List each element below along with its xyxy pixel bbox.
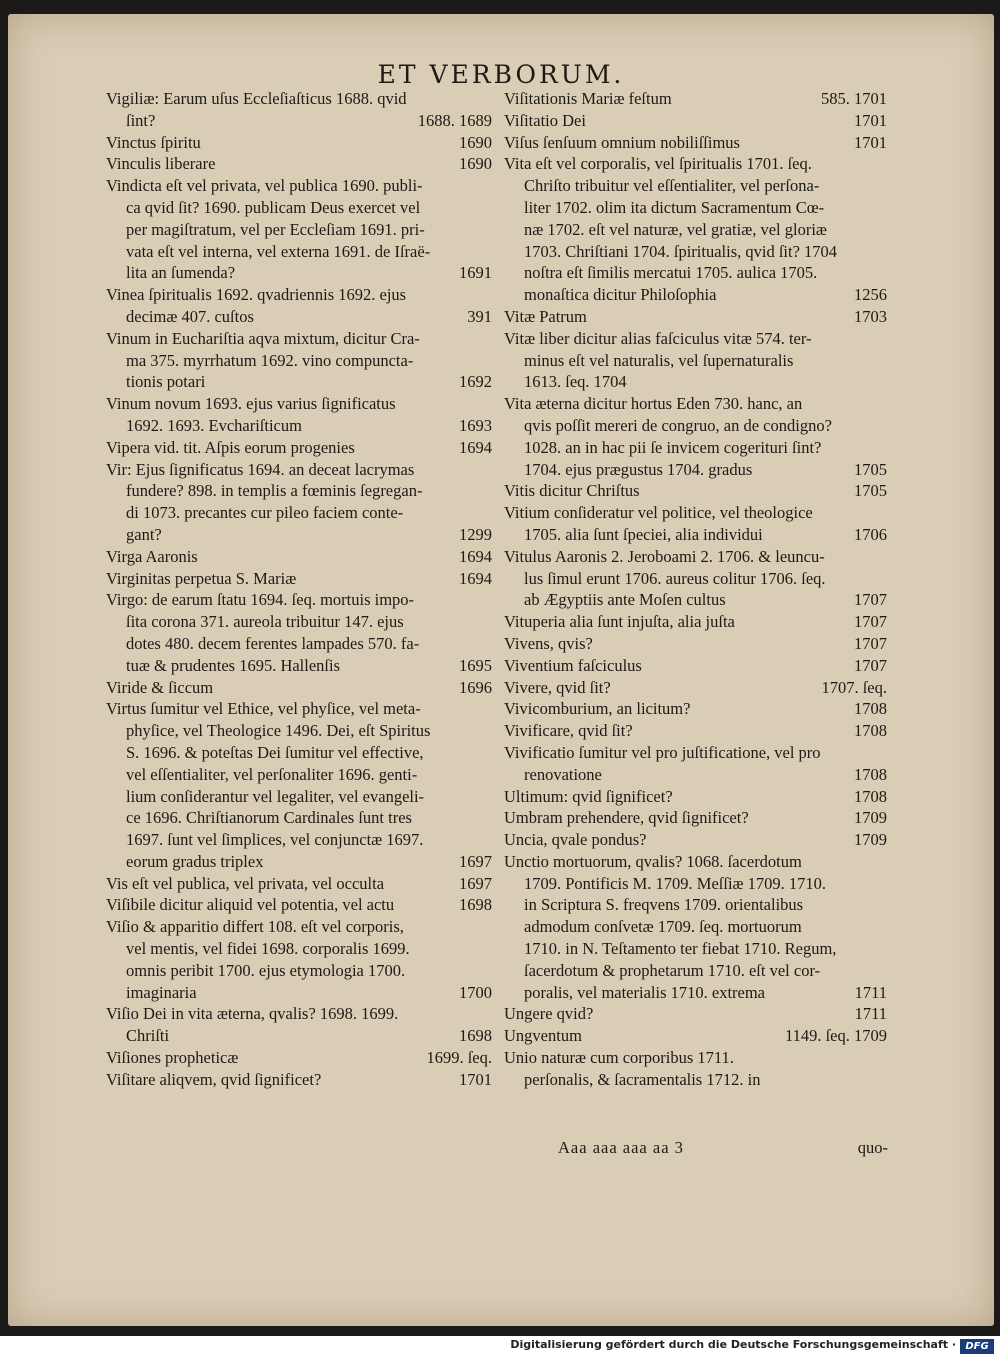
index-entry-line bbox=[106, 938, 492, 960]
page-reference: 1688. 1689 bbox=[417, 110, 492, 130]
entry-text: ſacerdotum & prophetarum 1710. eſt vel cor- bbox=[524, 960, 821, 980]
entry-text: Uncia, qvale pondus? bbox=[504, 830, 647, 850]
index-entry-line bbox=[504, 1025, 887, 1047]
page-reference: 1709 bbox=[854, 808, 887, 828]
entry-text: Virtus ſumitur vel Ethice, vel phyſice, vel meta- bbox=[106, 699, 421, 719]
entry-text: ca qvid ſit? 1690. publicam Deus exercet vel bbox=[126, 197, 421, 217]
page-reference: 1696 bbox=[459, 677, 492, 697]
entry-text: Viſio & apparitio differt 108. eſt vel corporis, bbox=[106, 917, 404, 937]
index-entry-line bbox=[504, 720, 887, 742]
index-entry-line bbox=[504, 829, 887, 851]
index-entry-line bbox=[504, 437, 887, 459]
page-reference: 1692 bbox=[459, 372, 492, 392]
entry-text: renovatione bbox=[524, 764, 602, 784]
index-entry-line bbox=[106, 502, 492, 524]
page-reference: 1711 bbox=[854, 1004, 887, 1024]
entry-text: ſita corona 371. aureola tribuitur 147. ejus bbox=[126, 612, 404, 632]
entry-text: gant? bbox=[126, 524, 162, 544]
entry-text: Viventium faſciculus bbox=[504, 655, 642, 675]
entry-text: 1710. in N. Teſtamento ter fiebat 1710. Regum, bbox=[524, 939, 837, 959]
entry-text: 1692. 1693. Evchariſticum bbox=[126, 415, 302, 435]
entry-text: Unctio mortuorum, qvalis? 1068. ſacerdotum bbox=[504, 851, 802, 871]
entry-text: Ungventum bbox=[504, 1026, 582, 1046]
index-entry-line bbox=[504, 698, 887, 720]
page-reference: 1707 bbox=[854, 612, 887, 632]
index-entry-line bbox=[106, 480, 492, 502]
index-entry-line bbox=[106, 110, 492, 132]
entry-text: Unio naturæ cum corporibus 1711. bbox=[504, 1048, 734, 1068]
entry-text: vel eſſentialiter, vel perſonaliter 1696. genti- bbox=[126, 764, 418, 784]
index-entry-line bbox=[106, 175, 492, 197]
entry-text: Ungere qvid? bbox=[504, 1004, 594, 1024]
entry-text: Viſibile dicitur aliquid vel potentia, vel actu bbox=[106, 895, 395, 915]
index-entry-line bbox=[106, 546, 492, 568]
entry-text: Vinctus ſpiritu bbox=[106, 132, 201, 152]
page-reference: 1698 bbox=[459, 895, 492, 915]
entry-text: admodum conſvetæ 1709. ſeq. mortuorum bbox=[524, 917, 802, 937]
index-entry-line bbox=[106, 611, 492, 633]
index-entry-line bbox=[106, 88, 492, 110]
index-entry-line bbox=[504, 241, 887, 263]
index-entry-line bbox=[106, 284, 492, 306]
entry-text: Vitæ liber dicitur alias faſciculus vitæ 574. ter- bbox=[504, 328, 812, 348]
index-entry-line bbox=[106, 1069, 492, 1091]
page-reference: 1699. ſeq. bbox=[426, 1048, 492, 1068]
index-entry-line bbox=[504, 546, 887, 568]
index-entry-line bbox=[504, 371, 887, 393]
entry-text: Vis eſt vel publica, vel privata, vel occulta bbox=[106, 873, 385, 893]
entry-text: Vitis dicitur Chriſtus bbox=[504, 481, 640, 501]
index-entry-line bbox=[106, 764, 492, 786]
entry-text: ſint? bbox=[126, 110, 156, 130]
entry-text: omnis peribit 1700. ejus etymologia 1700. bbox=[126, 960, 406, 980]
index-entry-line bbox=[504, 88, 887, 110]
index-entry-line bbox=[106, 197, 492, 219]
index-entry-line bbox=[504, 568, 887, 590]
entry-text: lita an ſumenda? bbox=[126, 263, 236, 283]
index-entry-line bbox=[504, 960, 887, 982]
index-entry-line bbox=[106, 720, 492, 742]
entry-text: vata eſt vel interna, vel externa 1691. de Iſraë- bbox=[126, 241, 431, 261]
page-reference: 1705 bbox=[854, 459, 887, 479]
index-entry-line bbox=[106, 829, 492, 851]
entry-text: Vituperia alia ſunt injuſta, alia juſta bbox=[504, 612, 735, 632]
index-entry-line bbox=[504, 786, 887, 808]
entry-text: tionis potari bbox=[126, 372, 206, 392]
index-entry-line bbox=[106, 568, 492, 590]
page-reference: 1707 bbox=[854, 590, 887, 610]
page-reference: 1707 bbox=[854, 633, 887, 653]
entry-text: 1697. ſunt vel ſimplices, vel conjunctæ 1697. bbox=[126, 830, 424, 850]
entry-text: Vivere, qvid ſit? bbox=[504, 677, 611, 697]
page-reference: 1697 bbox=[459, 873, 492, 893]
entry-text: Viſio Dei in vita æterna, qvalis? 1698. 1699. bbox=[106, 1004, 399, 1024]
page-reference: 1694 bbox=[459, 568, 492, 588]
index-entry-line bbox=[504, 350, 887, 372]
index-entry-line bbox=[106, 1047, 492, 1069]
page-reference: 1694 bbox=[459, 437, 492, 457]
index-entry-line bbox=[504, 807, 887, 829]
index-entry-line bbox=[504, 1003, 887, 1025]
page-reference: 1693 bbox=[459, 415, 492, 435]
index-entry-line bbox=[504, 132, 887, 154]
page-reference: 391 bbox=[467, 306, 492, 326]
running-header: ET VERBORUM. bbox=[377, 60, 625, 89]
index-entry-line bbox=[504, 982, 887, 1004]
page-reference: 585. 1701 bbox=[821, 89, 887, 108]
index-entry-line bbox=[504, 742, 887, 764]
entry-text: 1705. alia ſunt ſpeciei, alia individui bbox=[524, 524, 763, 544]
entry-text: 1028. an in hac pii ſe invicem cogerituri ſint? bbox=[524, 437, 822, 457]
index-entry-line bbox=[504, 633, 887, 655]
entry-text: eorum gradus triplex bbox=[126, 851, 264, 871]
index-entry-line bbox=[504, 110, 887, 132]
index-entry-line bbox=[106, 807, 492, 829]
entry-text: noſtra eſt ſimilis mercatui 1705. aulica 1705. bbox=[524, 263, 818, 283]
page-reference: 1690 bbox=[459, 132, 492, 152]
entry-text: 1704. ejus prægustus 1704. gradus bbox=[524, 459, 753, 479]
catchword: quo- bbox=[857, 1138, 888, 1157]
index-entry-line bbox=[504, 524, 887, 546]
catchline bbox=[558, 1138, 888, 1160]
index-entry-line bbox=[106, 851, 492, 873]
index-entry-line bbox=[106, 306, 492, 328]
page-reference: 1690 bbox=[459, 154, 492, 174]
page-reference: 1701 bbox=[854, 132, 887, 152]
index-entry-line bbox=[106, 350, 492, 372]
page-reference: 1694 bbox=[459, 546, 492, 566]
footer-credit: Digitalisierung gefördert durch die Deutsche Forschungsgemeinschaft · bbox=[510, 1338, 956, 1351]
index-entry-line bbox=[504, 894, 887, 916]
page-reference: 1701 bbox=[459, 1069, 492, 1089]
entry-text: Vir: Ejus ſignificatus 1694. an deceat lacrymas bbox=[106, 459, 415, 479]
index-entry-line bbox=[504, 262, 887, 284]
entry-text: liter 1702. olim ita dictum Sacramentum Cœ- bbox=[524, 197, 825, 217]
index-entry-line bbox=[504, 219, 887, 241]
entry-text: 1703. Chriſtiani 1704. ſpiritualis, qvid ſit? 1704 bbox=[524, 241, 838, 261]
entry-text: Vita æterna dicitur hortus Eden 730. hanc, an bbox=[504, 394, 803, 414]
entry-text: Virgo: de earum ſtatu 1694. ſeq. mortuis impo- bbox=[106, 590, 415, 610]
index-entry-line bbox=[504, 415, 887, 437]
entry-text: vel mentis, vel fidei 1698. corporalis 1699. bbox=[126, 939, 410, 959]
index-entry-line bbox=[106, 132, 492, 154]
entry-text: imaginaria bbox=[126, 982, 197, 1002]
entry-text: Vitæ Patrum bbox=[504, 306, 587, 326]
page-reference: 1700 bbox=[459, 982, 492, 1002]
index-entry-line bbox=[106, 589, 492, 611]
index-entry-line bbox=[106, 415, 492, 437]
index-entry-line bbox=[504, 480, 887, 502]
entry-text: Vivens, qvis? bbox=[504, 633, 593, 653]
entry-text: Viſitare aliqvem, qvid ſignificet? bbox=[106, 1069, 322, 1089]
entry-text: Vivificare, qvid ſit? bbox=[504, 721, 633, 741]
index-entry-line bbox=[504, 306, 887, 328]
index-entry-line bbox=[504, 175, 887, 197]
entry-text: lium conſiderantur vel legaliter, vel evangeli- bbox=[126, 786, 425, 806]
index-entry-line bbox=[106, 219, 492, 241]
signature-mark: Aaa aaa aaa aa 3 bbox=[558, 1138, 684, 1157]
entry-text: Chriſto tribuitur vel eſſentialiter, vel perſona- bbox=[524, 176, 820, 196]
entry-text: Vindicta eſt vel privata, vel publica 1690. publi- bbox=[106, 176, 423, 196]
entry-text: decimæ 407. cuſtos bbox=[126, 306, 254, 326]
page-reference: 1711 bbox=[854, 982, 887, 1002]
entry-text: perſonalis, & ſacramentalis 1712. in bbox=[524, 1069, 761, 1089]
index-entry-line bbox=[106, 873, 492, 895]
index-entry-line bbox=[106, 982, 492, 1004]
entry-text: lus ſimul erunt 1706. aureus colitur 1706. ſeq. bbox=[524, 568, 826, 588]
index-entry-line bbox=[106, 786, 492, 808]
entry-text: per magiſtratum, vel per Eccleſiam 1691. pri- bbox=[126, 219, 425, 239]
index-entry-line bbox=[106, 459, 492, 481]
index-entry-line bbox=[504, 153, 887, 175]
index-entry-line bbox=[106, 677, 492, 699]
index-entry-line bbox=[106, 894, 492, 916]
entry-text: monaſtica dicitur Philoſophia bbox=[524, 285, 717, 305]
page-reference: 1707. ſeq. bbox=[821, 677, 887, 697]
page-reference: 1708 bbox=[854, 764, 887, 784]
entry-text: ce 1696. Chriſtianorum Cardinales ſunt tres bbox=[126, 808, 412, 828]
entry-text: Viſitatio Dei bbox=[504, 110, 586, 130]
index-entry-line bbox=[106, 960, 492, 982]
entry-text: Viſitationis Mariæ feſtum bbox=[504, 89, 672, 108]
entry-text: ma 375. myrrhatum 1692. vino compuncta- bbox=[126, 350, 414, 370]
page-reference: 1149. ſeq. 1709 bbox=[784, 1026, 887, 1046]
page-reference: 1256 bbox=[854, 285, 887, 305]
index-entry-line bbox=[106, 742, 492, 764]
entry-text: Ultimum: qvid ſignificet? bbox=[504, 786, 673, 806]
entry-text: Viſus ſenſuum omnium nobiliſſimus bbox=[504, 132, 740, 152]
page-reference: 1703 bbox=[854, 306, 887, 326]
entry-text: Vinum in Euchariſtia aqva mixtum, dicitur Cra- bbox=[106, 328, 420, 348]
index-entry-line bbox=[106, 524, 492, 546]
index-entry-line bbox=[106, 633, 492, 655]
index-entry-line bbox=[504, 764, 887, 786]
entry-text: in Scriptura S. freqvens 1709. orientalibus bbox=[524, 895, 804, 915]
index-entry-line bbox=[106, 328, 492, 350]
entry-text: Viſiones propheticæ bbox=[106, 1048, 239, 1068]
entry-text: phyſice, vel Theologice 1496. Dei, eſt Spiritus bbox=[126, 721, 431, 741]
entry-text: Vinculis liberare bbox=[106, 154, 216, 174]
page-reference: 1701 bbox=[854, 110, 887, 130]
index-entry-line bbox=[106, 371, 492, 393]
entry-text: poralis, vel materialis 1710. extrema bbox=[524, 982, 766, 1002]
index-entry-line bbox=[106, 393, 492, 415]
entry-text: Vita eſt vel corporalis, vel ſpiritualis 1701. ſeq. bbox=[504, 154, 812, 174]
index-entry-line bbox=[106, 262, 492, 284]
index-entry-line bbox=[504, 938, 887, 960]
index-entry-line bbox=[504, 851, 887, 873]
index-column-right bbox=[504, 88, 887, 1091]
index-entry-line bbox=[504, 589, 887, 611]
page-reference: 1706 bbox=[854, 524, 887, 544]
page-reference: 1705 bbox=[854, 481, 887, 501]
index-entry-line bbox=[106, 153, 492, 175]
dfg-logo: DFG bbox=[960, 1339, 994, 1354]
entry-text: Vinum novum 1693. ejus varius ſignificatus bbox=[106, 394, 396, 414]
footer-bar bbox=[0, 1336, 1000, 1358]
entry-text: Virginitas perpetua S. Mariæ bbox=[106, 568, 297, 588]
entry-text: ab Ægyptiis ante Moſen cultus bbox=[524, 590, 726, 610]
index-entry-line bbox=[504, 611, 887, 633]
index-entry-line bbox=[106, 1003, 492, 1025]
entry-text: Virga Aaronis bbox=[106, 546, 198, 566]
index-entry-line bbox=[504, 677, 887, 699]
page-reference: 1695 bbox=[459, 655, 492, 675]
index-entry-line bbox=[504, 459, 887, 481]
index-column-left bbox=[106, 88, 492, 1091]
index-entry-line bbox=[106, 437, 492, 459]
index-entry-line bbox=[504, 393, 887, 415]
entry-text: Umbram prehendere, qvid ſignificet? bbox=[504, 808, 749, 828]
entry-text: tuæ & prudentes 1695. Hallenſis bbox=[126, 655, 341, 675]
index-entry-line bbox=[504, 1047, 887, 1069]
entry-text: Vigiliæ: Earum uſus Eccleſiaſticus 1688. qvid bbox=[106, 89, 407, 108]
index-entry-line bbox=[504, 197, 887, 219]
entry-text: di 1073. precantes cur pileo faciem conte- bbox=[126, 503, 404, 523]
page-reference: 1708 bbox=[854, 699, 887, 719]
index-entry-line bbox=[106, 698, 492, 720]
index-entry-line bbox=[504, 873, 887, 895]
index-entry-line bbox=[106, 241, 492, 263]
entry-text: Vitium conſideratur vel politice, vel theologice bbox=[504, 503, 813, 523]
entry-text: 1613. ſeq. 1704 bbox=[524, 372, 627, 392]
page-reference: 1708 bbox=[854, 721, 887, 741]
page-reference: 1707 bbox=[854, 655, 887, 675]
page-reference: 1299 bbox=[459, 524, 492, 544]
index-entry-line bbox=[504, 328, 887, 350]
entry-text: Vipera vid. tit. Aſpis eorum progenies bbox=[106, 437, 355, 457]
index-entry-line bbox=[504, 1069, 887, 1091]
index-entry-line bbox=[504, 916, 887, 938]
entry-text: Viride & ſiccum bbox=[106, 677, 214, 697]
entry-text: Vivificatio ſumitur vel pro juſtificatione, vel pro bbox=[504, 742, 821, 762]
entry-text: Vitulus Aaronis 2. Jeroboami 2. 1706. & leuncu- bbox=[504, 546, 825, 566]
index-entry-line bbox=[106, 655, 492, 677]
index-entry-line bbox=[504, 502, 887, 524]
page-reference: 1708 bbox=[854, 786, 887, 806]
index-entry-line bbox=[106, 1025, 492, 1047]
entry-text: 1709. Pontificis M. 1709. Meſſiæ 1709. 1710. bbox=[524, 873, 827, 893]
entry-text: Vivicomburium, an licitum? bbox=[504, 699, 691, 719]
index-entry-line bbox=[106, 916, 492, 938]
entry-text: qvis poſſit mereri de congruo, an de condigno? bbox=[524, 415, 832, 435]
page-reference: 1697 bbox=[459, 851, 492, 871]
entry-text: næ 1702. eſt vel naturæ, vel gratiæ, vel gloriæ bbox=[524, 219, 827, 239]
entry-text: S. 1696. & poteſtas Dei ſumitur vel effective, bbox=[126, 742, 424, 762]
page-reference: 1691 bbox=[459, 263, 492, 283]
index-entry-line bbox=[504, 655, 887, 677]
entry-text: Vinea ſpiritualis 1692. qvadriennis 1692. ejus bbox=[106, 285, 407, 305]
index-entry-line bbox=[504, 284, 887, 306]
entry-text: fundere? 898. in templis a fœminis ſegregan- bbox=[126, 481, 423, 501]
page-reference: 1709 bbox=[854, 830, 887, 850]
entry-text: minus eſt vel naturalis, vel ſupernaturalis bbox=[524, 350, 794, 370]
entry-text: dotes 480. decem ferentes lampades 570. fa- bbox=[126, 633, 420, 653]
entry-text: Chriſti bbox=[126, 1026, 170, 1046]
page-reference: 1698 bbox=[459, 1026, 492, 1046]
